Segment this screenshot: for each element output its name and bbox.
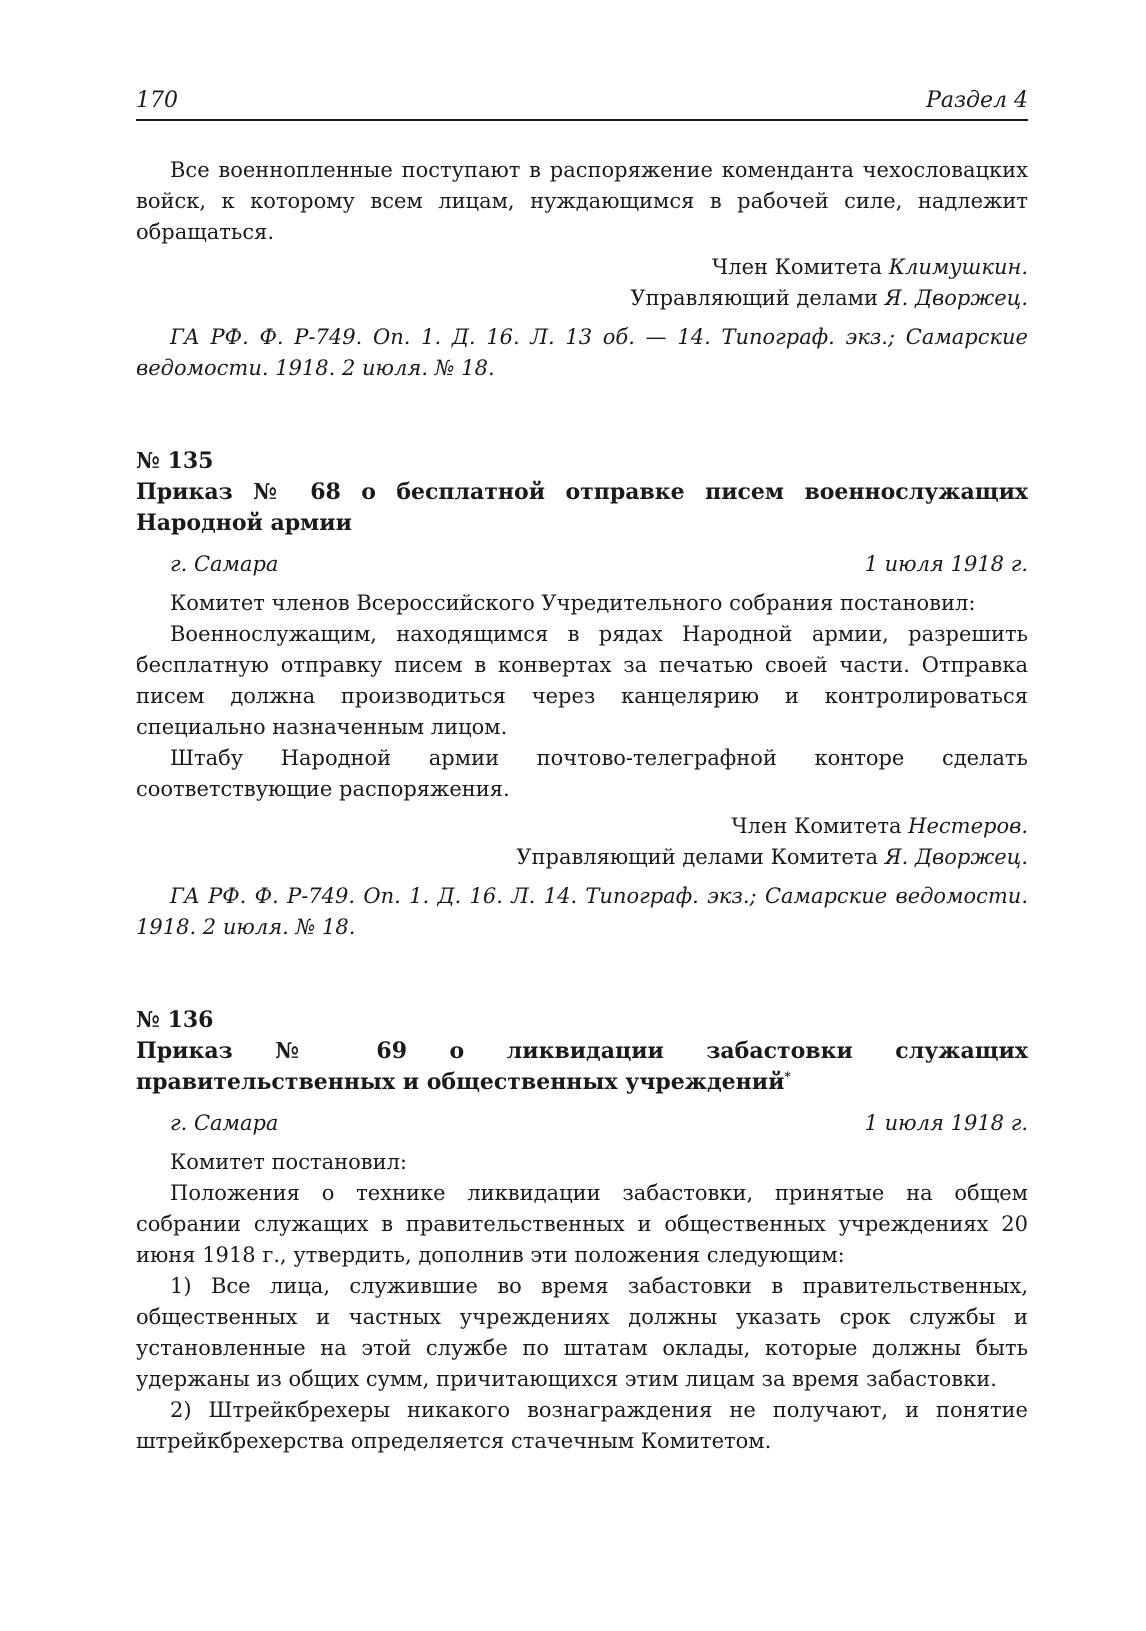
page-number: 170 [136,88,178,113]
place-date-line [136,1108,1028,1139]
document-number: № 135 [136,448,214,474]
signature-line [136,811,1028,842]
body-paragraph: Военнослужащим, находящимся в рядах Народной армии, разрешить бесплатную отправку писем в конвертах за печатью своей части. Отправка писем должна производиться через канцелярию и контролироваться специально назначенным лицом. [136,622,1028,739]
section-title: Раздел 4 [926,88,1028,113]
signature-role: Управляющий делами Комитета [516,845,878,869]
body-paragraph: Положения о технике ликвидации забастовки, принятые на общем собрании служащих в правительственных и общественных учреждениях 20 июня 1918 г., утвердить, дополнив эти положения следующим: [136,1181,1028,1267]
document-date: 1 июля 1918 г. [864,552,1028,576]
body-paragraph: 2) Штрейкбрехеры никакого вознаграждения не получают, и понятие штрейкбрехерства определяется стачечным Комитетом. [136,1398,1028,1453]
signature-name: Нестеров. [908,814,1028,838]
document-date: 1 июля 1918 г. [864,1111,1028,1135]
body-paragraph: 1) Все лица, служившие во время забастовки в правительственных, общественных и частных учреждениях должны указать срок службы и установленные на этой службе по штатам оклады, которые должны быть удержаны из общих сумм, причитающихся этим лицам за время забастовки. [136,1274,1028,1391]
archive-source: ГА РФ. Ф. Р-749. Оп. 1. Д. 16. Л. 14. Типограф. экз.; Самарские ведомости. 1918. 2 июля. № 18. [136,884,1028,939]
footnote-marker: * [784,1069,791,1084]
signature-role: Управляющий делами [630,286,878,310]
intro-block [136,155,1028,384]
body-paragraph: Штабу Народной армии почтово-телеграфной конторе сделать соответствующие распоряжения. [136,746,1028,801]
running-header [136,88,1028,121]
document-title [136,1036,1028,1098]
body-paragraph: Комитет постановил: [170,1150,407,1174]
document-135 [136,446,1028,943]
document-136 [136,1005,1028,1457]
document-title-text: Приказ № 69 о ликвидации забастовки служащих правительственных и общественных учреждений [136,1038,1028,1095]
signature-line [136,252,1028,283]
archive-source: ГА РФ. Ф. Р-749. Оп. 1. Д. 16. Л. 13 об. — 14. Типограф. экз.; Самарские ведомости. 1918. 2 июля. № 18. [136,325,1028,380]
document-place: г. Самара [170,552,279,576]
signature-line [136,283,1028,314]
signature-role: Член Комитета [731,814,902,838]
document-number: № 136 [136,1007,214,1033]
signature-name: Климушкин. [888,255,1028,279]
intro-paragraph: Все военнопленные поступают в распоряжение коменданта чехословацких войск, к которому всем лицам, нуждающимся в рабочей силе, надлежит обращаться. [136,158,1028,244]
document-title: Приказ № 68 о бесплатной отправке писем военнослужащих Народной армии [136,479,1028,536]
signature-role: Член Комитета [712,255,883,279]
place-date-line [136,549,1028,580]
signature-name: Я. Дворжец. [884,845,1028,869]
document-place: г. Самара [170,1111,279,1135]
signature-name: Я. Дворжец. [884,286,1028,310]
signature-line [136,842,1028,873]
body-paragraph: Комитет членов Всероссийского Учредительного собрания постановил: [170,591,976,615]
